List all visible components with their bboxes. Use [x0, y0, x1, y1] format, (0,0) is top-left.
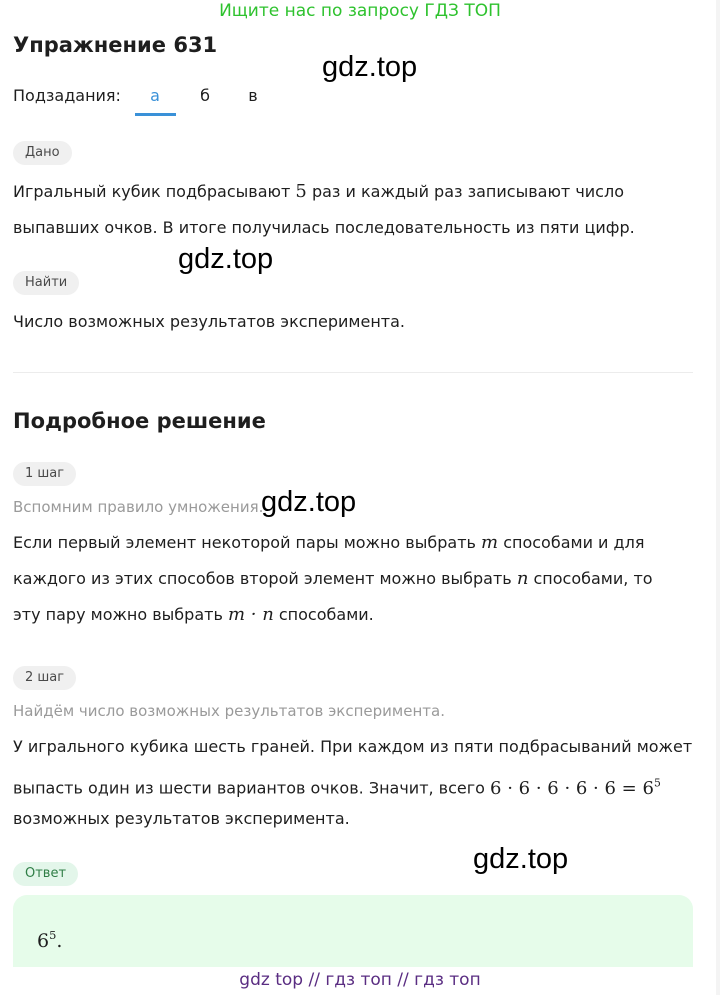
watermark: gdz.top: [178, 243, 274, 275]
math-expr-m-times-n: m · n: [227, 604, 274, 625]
step-1-line-2: [13, 561, 703, 597]
watermark: gdz.top: [473, 843, 569, 875]
answer-exponent: 5: [49, 928, 57, 942]
watermark: gdz.top: [322, 51, 418, 83]
step-1-text-part: эту пару можно выбрать: [13, 605, 228, 624]
step-2-hint: Найдём число возможных результатов эксперимента.: [13, 702, 445, 720]
step-1-line-1: [13, 525, 703, 561]
step-2-tag: 2 шаг: [13, 666, 76, 690]
step-1-text-part: каждого из этих способов второй элемент можно выбрать: [13, 569, 517, 588]
step-1-text-part: способами, то: [528, 569, 653, 588]
tab-subtask-v[interactable]: в: [248, 86, 258, 105]
subtasks-label: Подзадания:: [13, 86, 121, 105]
math-expr-power: [490, 778, 661, 799]
math-var-m: m: [481, 532, 499, 553]
step-2-text-part: выпасть один из шести вариантов очков. Значит, всего: [13, 778, 491, 798]
step-1-text-part: Если первый элемент некоторой пары можно выбрать: [13, 533, 482, 552]
step-1-text-part: способами.: [273, 605, 374, 624]
tab-subtask-b[interactable]: б: [200, 86, 210, 105]
active-tab-indicator: [135, 113, 176, 116]
math-var-n: n: [516, 568, 529, 589]
promo-banner: Ищите нас по запросу ГДЗ ТОП: [219, 1, 501, 21]
given-text-part: раз и каждый раз записывают число: [306, 182, 624, 201]
answer-base: 6: [37, 929, 50, 952]
step-1-tag: 1 шаг: [13, 462, 76, 486]
answer-period: .: [56, 929, 63, 952]
step-1-hint: Вспомним правило умножения.: [13, 498, 264, 516]
given-tag: Дано: [13, 141, 72, 165]
step-1-line-3: [13, 597, 703, 633]
math-exponent: 5: [653, 776, 661, 789]
given-text-line-1: [13, 174, 703, 210]
given-text-line-2: выпавших очков. В итоге получилась последовательность из пяти цифр.: [13, 218, 635, 237]
answer-tag: Ответ: [13, 862, 78, 886]
footer-links[interactable]: gdz top // гдз топ // гдз топ: [239, 970, 481, 990]
find-text: Число возможных результатов эксперимента.: [13, 312, 405, 331]
tab-subtask-a[interactable]: а: [150, 86, 160, 105]
given-text-part: Игральный кубик подбрасывают: [13, 182, 296, 201]
answer-box: [13, 895, 693, 967]
math-expr-base: 6 · 6 · 6 · 6 · 6 = 6: [490, 777, 654, 799]
find-tag: Найти: [13, 271, 79, 295]
section-divider: [13, 372, 693, 373]
step-2-line-1: У игрального кубика шесть граней. При каждом из пяти подбрасываний может: [13, 737, 693, 756]
given-throws-number: 5: [295, 181, 307, 202]
page-title: Упражнение 631: [13, 33, 218, 57]
step-2-line-3: возможных результатов эксперимента.: [13, 809, 350, 828]
solution-title: Подробное решение: [13, 409, 266, 433]
answer-value: [37, 920, 62, 956]
watermark: gdz.top: [261, 486, 357, 518]
scrollbar[interactable]: [716, 0, 720, 995]
step-1-text-part: способами и для: [498, 533, 645, 552]
